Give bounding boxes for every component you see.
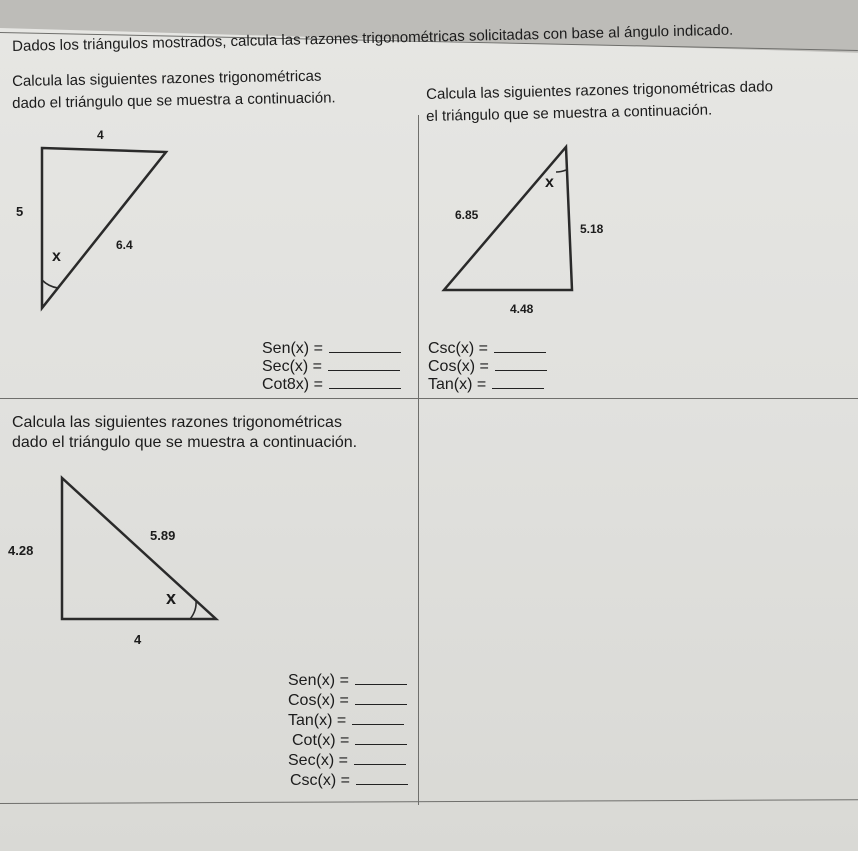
question-label: Cos(x) =: [288, 692, 349, 709]
answer-blank[interactable]: [354, 752, 406, 765]
problem1-question-sen: [262, 340, 401, 358]
answer-blank[interactable]: [492, 376, 544, 389]
problem1-question-cot: [262, 376, 401, 394]
triangle1: [42, 148, 166, 308]
triangle2-bottom-side-label: 4.48: [510, 302, 534, 316]
triangle1-top-side-label: 4: [97, 128, 104, 142]
problem3-question-sen: [288, 672, 407, 690]
problem2-instruction-line2: el triángulo que se muestra a continuación.: [426, 101, 713, 125]
problem3-question-cos: [288, 692, 407, 710]
question-label: Tan(x) =: [288, 712, 347, 729]
answer-blank[interactable]: [329, 376, 401, 389]
problem2-question-cos: [428, 358, 547, 376]
triangle3-left-side-label: 4.28: [8, 543, 34, 558]
triangle2-hypotenuse-label: 6.85: [455, 208, 479, 222]
answer-blank[interactable]: [328, 358, 400, 371]
triangle1-left-side-label: 5: [16, 204, 24, 219]
answer-blank[interactable]: [355, 692, 407, 705]
question-label: Cot(x) =: [292, 732, 350, 749]
question-label: Cos(x) =: [428, 358, 489, 375]
problem3-instruction-line1: Calcula las siguientes razones trigonométricas: [12, 414, 342, 431]
problem1-question-sec: [262, 358, 400, 376]
triangle3: [62, 478, 216, 619]
problem2-question-csc: [428, 340, 546, 358]
problem3-question-sec: [288, 752, 406, 770]
question-label: Sec(x) =: [288, 752, 349, 769]
answer-blank[interactable]: [495, 358, 547, 371]
question-label: Csc(x) =: [428, 340, 488, 357]
triangle1-hypotenuse-label: 6.4: [116, 238, 133, 252]
answer-blank[interactable]: [352, 712, 404, 725]
question-label: Tan(x) =: [428, 376, 487, 393]
problem3-instruction-line2: dado el triángulo que se muestra a continuación.: [12, 434, 358, 451]
answer-blank[interactable]: [329, 340, 401, 353]
problem3-question-cot: [292, 732, 407, 750]
triangle2-right-side-label: 5.18: [580, 222, 604, 236]
answer-blank[interactable]: [494, 340, 546, 353]
answer-blank[interactable]: [355, 732, 407, 745]
worksheet-instruction: Dados los triángulos mostrados, calcula las razones trigonométricas solicitadas con base al ángulo indicado.: [12, 21, 734, 55]
question-label: Sec(x) =: [262, 358, 323, 375]
triangle3-hypotenuse-label: 5.89: [150, 528, 176, 543]
question-label: Sen(x) =: [288, 672, 349, 689]
question-label: Cot8x) =: [262, 376, 323, 393]
triangle3-angle-label: x: [166, 588, 177, 608]
answer-blank[interactable]: [356, 772, 408, 785]
triangle3-bottom-side-label: 4: [134, 632, 142, 647]
problem1-instruction-line2: dado el triángulo que se muestra a continuación.: [12, 89, 336, 112]
problem3-question-tan: [288, 712, 404, 730]
question-label: Csc(x) =: [290, 772, 350, 789]
problem2-instruction-line1: Calcula las siguientes razones trigonométricas dado: [426, 78, 774, 103]
problem1-instruction-line1: Calcula las siguientes razones trigonométricas: [12, 67, 322, 90]
answer-blank[interactable]: [355, 672, 407, 685]
question-label: Sen(x) =: [262, 340, 323, 357]
triangle1-angle-label: x: [52, 248, 61, 265]
problem3-question-csc: [290, 772, 408, 790]
problem2-question-tan: [428, 376, 544, 394]
triangle2-angle-label: x: [545, 174, 554, 191]
